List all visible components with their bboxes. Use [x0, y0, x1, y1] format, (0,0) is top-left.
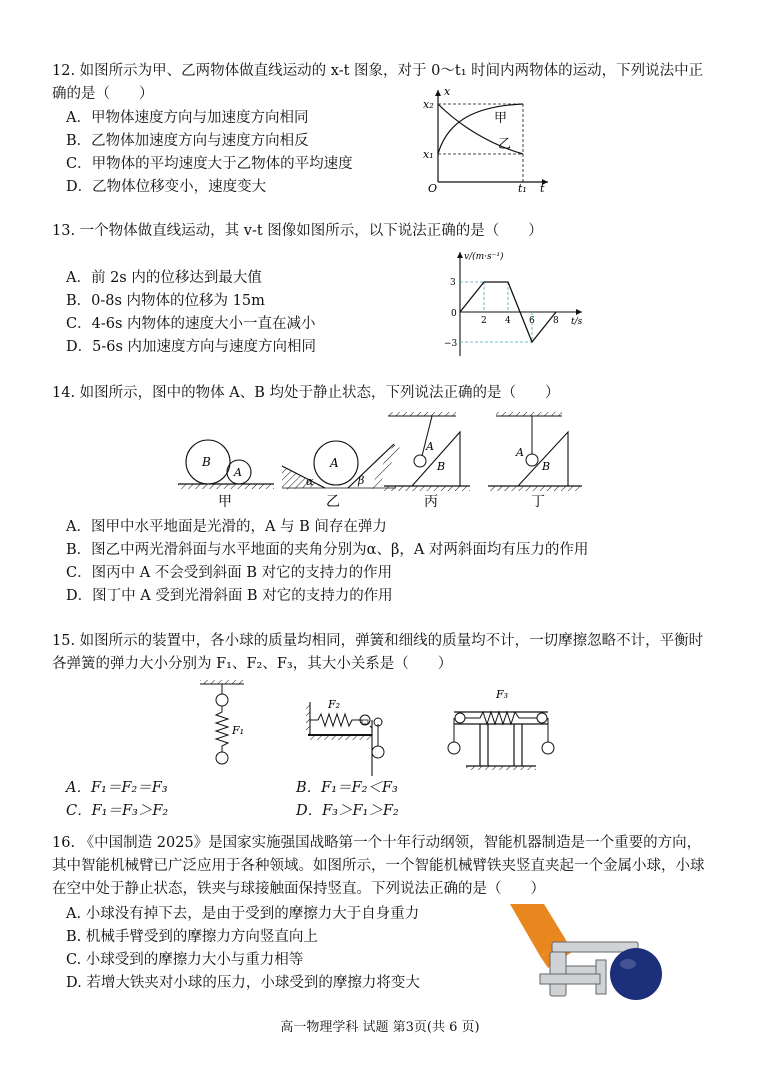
question-16 [52, 832, 712, 901]
q14-option-a: A．图甲中水平地面是光滑的，A 与 B 间存在弹力 [66, 519, 387, 535]
q14-jia-B: B [202, 455, 211, 469]
question-12-stem: 12. 如图所示为甲、乙两物体做直线运动的 x-t 图象，对于 0～t₁ 时间内两物体的运动，下列说法中正确的是（ ） [52, 63, 704, 102]
page-footer: 高一物理学科 试题 第3页(共 6 页) [280, 1020, 480, 1035]
q13-option-c: C．4-6s 内物体的速度大小一直在减小 [66, 316, 316, 332]
q14-label-jia: 甲 [218, 494, 232, 510]
q13-origin-label: 0 [451, 309, 457, 319]
q14-figure-ding [488, 412, 582, 510]
q14-figure-jia [178, 440, 274, 510]
q12-axis-x-label: x [444, 85, 451, 98]
q16-option-b: B. 机械手臂受到的摩擦力方向竖直向上 [66, 929, 318, 945]
q15-label-F3: F₃ [496, 688, 509, 701]
q12-jia-label: 甲 [494, 111, 508, 126]
q12-axis-t-label: t [540, 182, 545, 194]
q13-axis-v-label: v/(m·s⁻¹) [464, 252, 504, 262]
q12-option-a: A．甲物体速度方向与加速度方向相同 [66, 110, 309, 126]
q14-jia-A: A [234, 466, 242, 479]
q13-tick-t-8: 8 [553, 316, 559, 326]
q15-option-c: C．F₁＝F₃＞F₂ [66, 803, 169, 819]
q15-label-F1: F₁ [232, 724, 245, 737]
metal-ball [610, 948, 662, 1000]
q15-label-F2: F₂ [328, 698, 341, 711]
q14-yi-alpha: α [306, 475, 314, 488]
question-16-stem: 16. 《中国制造 2025》是国家实施强国战略第一个十年行动纲领，智能机器制造是一个重要的方向，其中智能机械臂已广泛应用于各种领域。如图所示，一个智能机械臂铁夹竖直夹起一个金属小球，小球在空中处于静止状态，铁夹与球接触面保持竖直。下列说法正确的是（ ） [52, 835, 705, 897]
q12-option-b: B．乙物体加速度方向与速度方向相反 [66, 133, 309, 149]
q14-option-d: D．图丁中 A 受到光滑斜面 B 对它的支持力的作用 [66, 588, 393, 604]
q15-figures [190, 676, 590, 776]
q15-figure-2 [306, 698, 384, 776]
q13-option-d: D．5-6s 内加速度方向与速度方向相同 [66, 339, 317, 355]
q14-figure-yi [282, 441, 400, 510]
q12-option-c: C．甲物体的平均速度大于乙物体的平均速度 [66, 156, 353, 172]
q13-tick-t-6: 6 [529, 316, 535, 326]
q16-option-d: D. 若增大铁夹对小球的压力，小球受到的摩擦力将变大 [66, 975, 420, 991]
question-13 [52, 220, 712, 243]
q14-ding-A: A [516, 446, 524, 459]
q12-origin-label: O [428, 182, 438, 194]
q12-xt-graph [418, 84, 558, 194]
q14-bing-A: A [426, 440, 434, 453]
q13-option-a: A．前 2s 内的位移达到最大值 [66, 270, 262, 286]
q14-figures [170, 408, 590, 512]
q14-label-yi: 乙 [326, 494, 340, 510]
q14-option-c: C．图丙中 A 不会受到斜面 B 对它的支持力的作用 [66, 565, 393, 581]
question-15 [52, 630, 712, 676]
q15-figure-3 [448, 688, 554, 770]
q13-tick-t-2: 2 [481, 316, 487, 326]
q15-option-d: D．F₃＞F₁＞F₂ [296, 803, 399, 819]
q13-option-b: B．0-8s 内物体的位移为 15m [66, 293, 265, 309]
q13-tick-v-3: 3 [450, 278, 456, 288]
q12-x2-label: x₂ [423, 98, 434, 111]
question-14 [52, 382, 712, 405]
q14-bing-B: B [437, 460, 446, 473]
q15-option-b: B．F₁＝F₂＜F₃ [296, 780, 398, 796]
q14-yi-beta: β [358, 474, 365, 487]
q15-option-a: A．F₁＝F₂＝F₃ [66, 780, 168, 796]
q12-option-d: D．乙物体位移变小，速度变大 [66, 179, 267, 195]
question-14-stem: 14. 如图所示，图中的物体 A、B 均处于静止状态，下列说法正确的是（ ） [52, 385, 560, 401]
question-15-stem: 15. 如图所示的装置中，各小球的质量均相同，弹簧和细线的质量均不计，一切摩擦忽略不计，平衡时各弹簧的弹力大小分别为 F₁、F₂、F₃，其大小关系是（ ） [52, 633, 704, 672]
q12-yi-label: 乙 [498, 137, 512, 152]
question-13-stem: 13. 一个物体做直线运动，其 v-t 图像如图所示，以下说法正确的是（ ） [52, 223, 543, 239]
q14-ding-B: B [542, 460, 551, 473]
question-12 [52, 60, 712, 106]
q12-x1-label: x₁ [423, 148, 434, 161]
q12-t1-label: t₁ [518, 182, 527, 194]
q14-figure-bing [384, 412, 470, 510]
q13-tick-v-neg3: −3 [444, 339, 458, 349]
q14-label-bing: 丙 [424, 494, 438, 510]
q13-axis-t-label: t/s [571, 317, 583, 327]
q16-robot-arm-figure [500, 900, 680, 1010]
q14-label-ding: 丁 [531, 494, 545, 510]
q16-option-c: C. 小球受到的摩擦力大小与重力相等 [66, 952, 304, 968]
q14-option-b: B．图乙中两光滑斜面与水平地面的夹角分别为α、β，A 对两斜面均有压力的作用 [66, 542, 589, 558]
q14-yi-A: A [330, 456, 339, 470]
q16-option-a: A. 小球没有掉下去，是由于受到的摩擦力大于自身重力 [66, 906, 420, 922]
q15-figure-1 [200, 680, 244, 764]
q13-vt-graph [440, 248, 590, 360]
q13-tick-t-4: 4 [505, 316, 511, 326]
